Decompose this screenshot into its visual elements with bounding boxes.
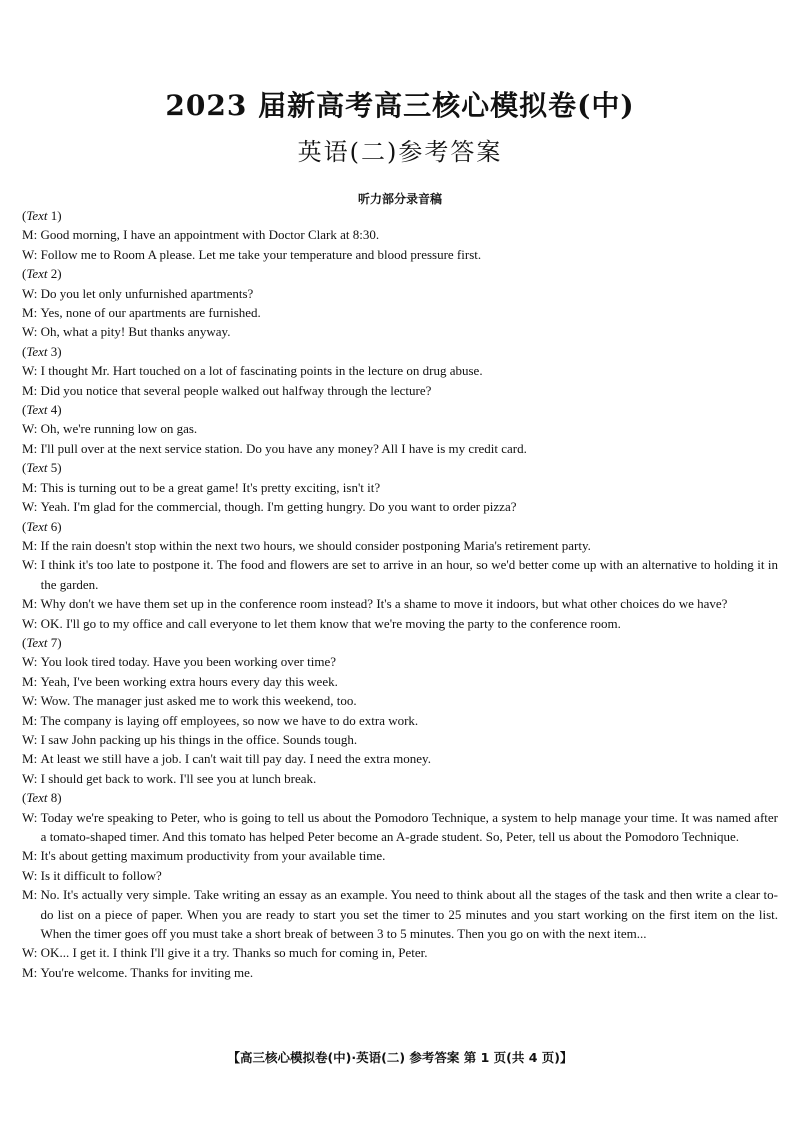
dialogue-line: W: Today we're speaking to Peter, who is going to tell us about the Pomodoro Technique, a system to help manage your time. It was named after a tomato-shaped timer. And this tomato has helped Peter become an A-grade student. So, Peter, tell us about the Pomodoro Technique.	[22, 808, 778, 847]
section-heading: 听力部分录音稿	[357, 192, 442, 206]
utterance-text: This is turning out to be a great game! It's pretty exciting, isn't it?	[40, 479, 381, 495]
text-label-word: Text	[26, 790, 48, 806]
speaker-label: M	[22, 673, 34, 689]
utterance-text: Do you let only unfurnished apartments?	[40, 285, 254, 301]
dialogue-line: W: Oh, we're running low on gas.	[22, 419, 778, 438]
text-label-number: 7	[50, 634, 58, 650]
text-label: (Text 6)	[22, 518, 62, 534]
speaker-label: M	[22, 596, 34, 612]
text-label: (Text 5)	[22, 460, 62, 476]
utterance-text: I saw John packing up his things in the office. Sounds tough.	[40, 731, 358, 747]
utterance-text: Oh, what a pity! But thanks anyway.	[40, 324, 231, 340]
speaker-label: M	[22, 964, 34, 980]
text-label-number: 3	[50, 343, 58, 359]
speaker-label: W	[22, 557, 34, 573]
text-label-number: 5	[50, 460, 58, 476]
dialogue-line: M: The company is laying off employees, so now we have to do extra work.	[22, 711, 778, 730]
utterance-text: No. It's actually very simple. Take writing an essay as an example. You need to think about all the stages of the task and then write a clear to-do list on a piece of paper. When you are ready to start you set the timer to 25 minutes and you start working on the first item on the list. When the timer goes off you must take a short break of between 3 to 5 minutes. Then you go on with the next item...	[40, 887, 778, 942]
page-footer: 【高三核心模拟卷(中)·英语(二) 参考答案 第 1 页(共 4 页)】	[227, 1050, 573, 1065]
dialogue-line: M: If the rain doesn't stop within the next two hours, we should consider postponing Maria's retirement party.	[22, 536, 778, 555]
text-label-number: 6	[50, 518, 58, 534]
dialogue-line: W: Follow me to Room A please. Let me take your temperature and blood pressure first.	[22, 245, 778, 264]
text-label: (Text 7)	[22, 634, 62, 650]
utterance-text: Why don't we have them set up in the conference room instead? It's a shame to move it indoors, but what other choices do we have?	[40, 596, 728, 612]
utterance-text: If the rain doesn't stop within the next two hours, we should consider postponing Maria's retirement party.	[40, 537, 591, 553]
dialogue-line: W: Wow. The manager just asked me to work this weekend, too.	[22, 691, 778, 710]
dialogue-line: M: No. It's actually very simple. Take writing an essay as an example. You need to think about all the stages of the task and then write a clear to-do list on a piece of paper. When you are ready to start you set the timer to 25 minutes and you start working on the first item on the list. When the timer goes off you must take a short break of between 3 to 5 minutes. Then you go on with the next item...	[22, 885, 778, 943]
speaker-label: W	[22, 421, 34, 437]
text-label-number: 4	[50, 402, 58, 418]
text-label-number: 8	[50, 790, 58, 806]
speaker-label: M	[22, 751, 34, 767]
speaker-label: W	[22, 615, 34, 631]
dialogue-line: M: Why don't we have them set up in the conference room instead? It's a shame to move it indoors, but what other choices do we have?	[22, 594, 778, 613]
utterance-text: Wow. The manager just asked me to work this weekend, too.	[40, 693, 357, 709]
utterance-text: It's about getting maximum productivity from your available time.	[40, 848, 386, 864]
speaker-label: W	[22, 867, 34, 883]
dialogue-line: M: It's about getting maximum productivity from your available time.	[22, 846, 778, 865]
dialogue-line: W: I should get back to work. I'll see you at lunch break.	[22, 769, 778, 788]
utterance-text: You're welcome. Thanks for inviting me.	[40, 964, 254, 980]
dialogue-line: M: Did you notice that several people walked out halfway through the lecture?	[22, 381, 778, 400]
speaker-label: W	[22, 809, 34, 825]
dialogue-line: W: Yeah. I'm glad for the commercial, though. I'm getting hungry. Do you want to order pizza?	[22, 497, 778, 516]
speaker-label: M	[22, 848, 34, 864]
dialogue-line: M: You're welcome. Thanks for inviting me.	[22, 963, 778, 982]
utterance-text: I should get back to work. I'll see you at lunch break.	[40, 770, 317, 786]
speaker-label: M	[22, 479, 34, 495]
text-label: (Text 2)	[22, 266, 62, 282]
dialogue-line: M: Yeah, I've been working extra hours every day this week.	[22, 672, 778, 691]
utterance-text: I'll pull over at the next service station. Do you have any money? All I have is my credit card.	[40, 440, 527, 456]
text-label: (Text 3)	[22, 343, 62, 359]
dialogue-line: W: I think it's too late to postpone it. The food and flowers are set to arrive in an hour, so we'd better come up with an alternative to holding it in the garden.	[22, 555, 778, 594]
text-label-word: Text	[26, 402, 48, 418]
text-label-number: 2	[50, 266, 58, 282]
speaker-label: M	[22, 382, 34, 398]
dialogue-line: W: Do you let only unfurnished apartments?	[22, 284, 778, 303]
text-label: (Text 4)	[22, 402, 62, 418]
text-label-word: Text	[26, 460, 48, 476]
dialogue-line: W: You look tired today. Have you been working over time?	[22, 652, 778, 671]
utterance-text: Yeah, I've been working extra hours every day this week.	[40, 673, 338, 689]
utterance-text: Follow me to Room A please. Let me take your temperature and blood pressure first.	[40, 246, 482, 262]
text-label-number: 1	[50, 208, 58, 223]
utterance-text: OK. I'll go to my office and call everyone to let them know that we're moving the party to the conference room.	[40, 615, 621, 631]
dialogue-line: M: At least we still have a job. I can't wait till pay day. I need the extra money.	[22, 749, 778, 768]
utterance-text: Oh, we're running low on gas.	[40, 421, 198, 437]
speaker-label: M	[22, 887, 34, 903]
speaker-label: W	[22, 499, 34, 515]
utterance-text: I think it's too late to postpone it. The food and flowers are set to arrive in an hour, so we'd better come up with an alternative to holding it in the garden.	[40, 557, 778, 592]
speaker-label: W	[22, 363, 34, 379]
speaker-label: W	[22, 693, 34, 709]
utterance-text: The company is laying off employees, so now we have to do extra work.	[40, 712, 419, 728]
speaker-label: M	[22, 537, 34, 553]
dialogue-line: M: This is turning out to be a great game! It's pretty exciting, isn't it?	[22, 478, 778, 497]
speaker-label: W	[22, 285, 34, 301]
listening-transcript	[22, 206, 778, 982]
utterance-text: You look tired today. Have you been working over time?	[40, 654, 337, 670]
utterance-text: Is it difficult to follow?	[40, 867, 162, 883]
text-label-word: Text	[26, 343, 48, 359]
speaker-label: W	[22, 654, 34, 670]
utterance-text: Yeah. I'm glad for the commercial, though. I'm getting hungry. Do you want to order pizza?	[40, 499, 517, 515]
text-label-word: Text	[26, 266, 48, 282]
speaker-label: W	[22, 246, 34, 262]
dialogue-line: M: I'll pull over at the next service station. Do you have any money? All I have is my credit card.	[22, 439, 778, 458]
utterance-text: At least we still have a job. I can't wait till pay day. I need the extra money.	[40, 751, 431, 767]
utterance-text: Today we're speaking to Peter, who is going to tell us about the Pomodoro Technique, a system to help manage your time. It was named after a tomato-shaped timer. And this tomato has helped Peter become an A-grade student. So, Peter, tell us about the Pomodoro Technique.	[40, 809, 778, 844]
dialogue-line: W: I saw John packing up his things in the office. Sounds tough.	[22, 730, 778, 749]
text-label: (Text 1)	[22, 208, 62, 223]
dialogue-line: W: Is it difficult to follow?	[22, 866, 778, 885]
dialogue-line: W: OK... I get it. I think I'll give it a try. Thanks so much for coming in, Peter.	[22, 943, 778, 962]
text-label-word: Text	[26, 208, 48, 223]
dialogue-line: W: Oh, what a pity! But thanks anyway.	[22, 322, 778, 341]
text-label-word: Text	[26, 518, 48, 534]
speaker-label: M	[22, 305, 34, 321]
page-title: 2023 届新高考高三核心模拟卷(中)	[165, 89, 635, 122]
speaker-label: W	[22, 945, 34, 961]
dialogue-line: M: Yes, none of our apartments are furnished.	[22, 303, 778, 322]
text-label: (Text 8)	[22, 790, 62, 806]
dialogue-line: W: OK. I'll go to my office and call everyone to let them know that we're moving the party to the conference room.	[22, 614, 778, 633]
dialogue-line: W: I thought Mr. Hart touched on a lot of fascinating points in the lecture on drug abuse.	[22, 361, 778, 380]
text-label-word: Text	[26, 634, 48, 650]
page-subtitle: 英语(二)参考答案	[297, 138, 503, 166]
speaker-label: W	[22, 770, 34, 786]
utterance-text: Did you notice that several people walked out halfway through the lecture?	[40, 382, 432, 398]
speaker-label: M	[22, 227, 34, 243]
speaker-label: M	[22, 440, 34, 456]
utterance-text: Yes, none of our apartments are furnished.	[40, 305, 261, 321]
utterance-text: OK... I get it. I think I'll give it a try. Thanks so much for coming in, Peter.	[40, 945, 428, 961]
speaker-label: W	[22, 731, 34, 747]
utterance-text: Good morning, I have an appointment with Doctor Clark at 8:30.	[40, 227, 380, 243]
dialogue-line: M: Good morning, I have an appointment with Doctor Clark at 8:30.	[22, 225, 778, 244]
utterance-text: I thought Mr. Hart touched on a lot of fascinating points in the lecture on drug abuse.	[40, 363, 483, 379]
speaker-label: W	[22, 324, 34, 340]
speaker-label: M	[22, 712, 34, 728]
